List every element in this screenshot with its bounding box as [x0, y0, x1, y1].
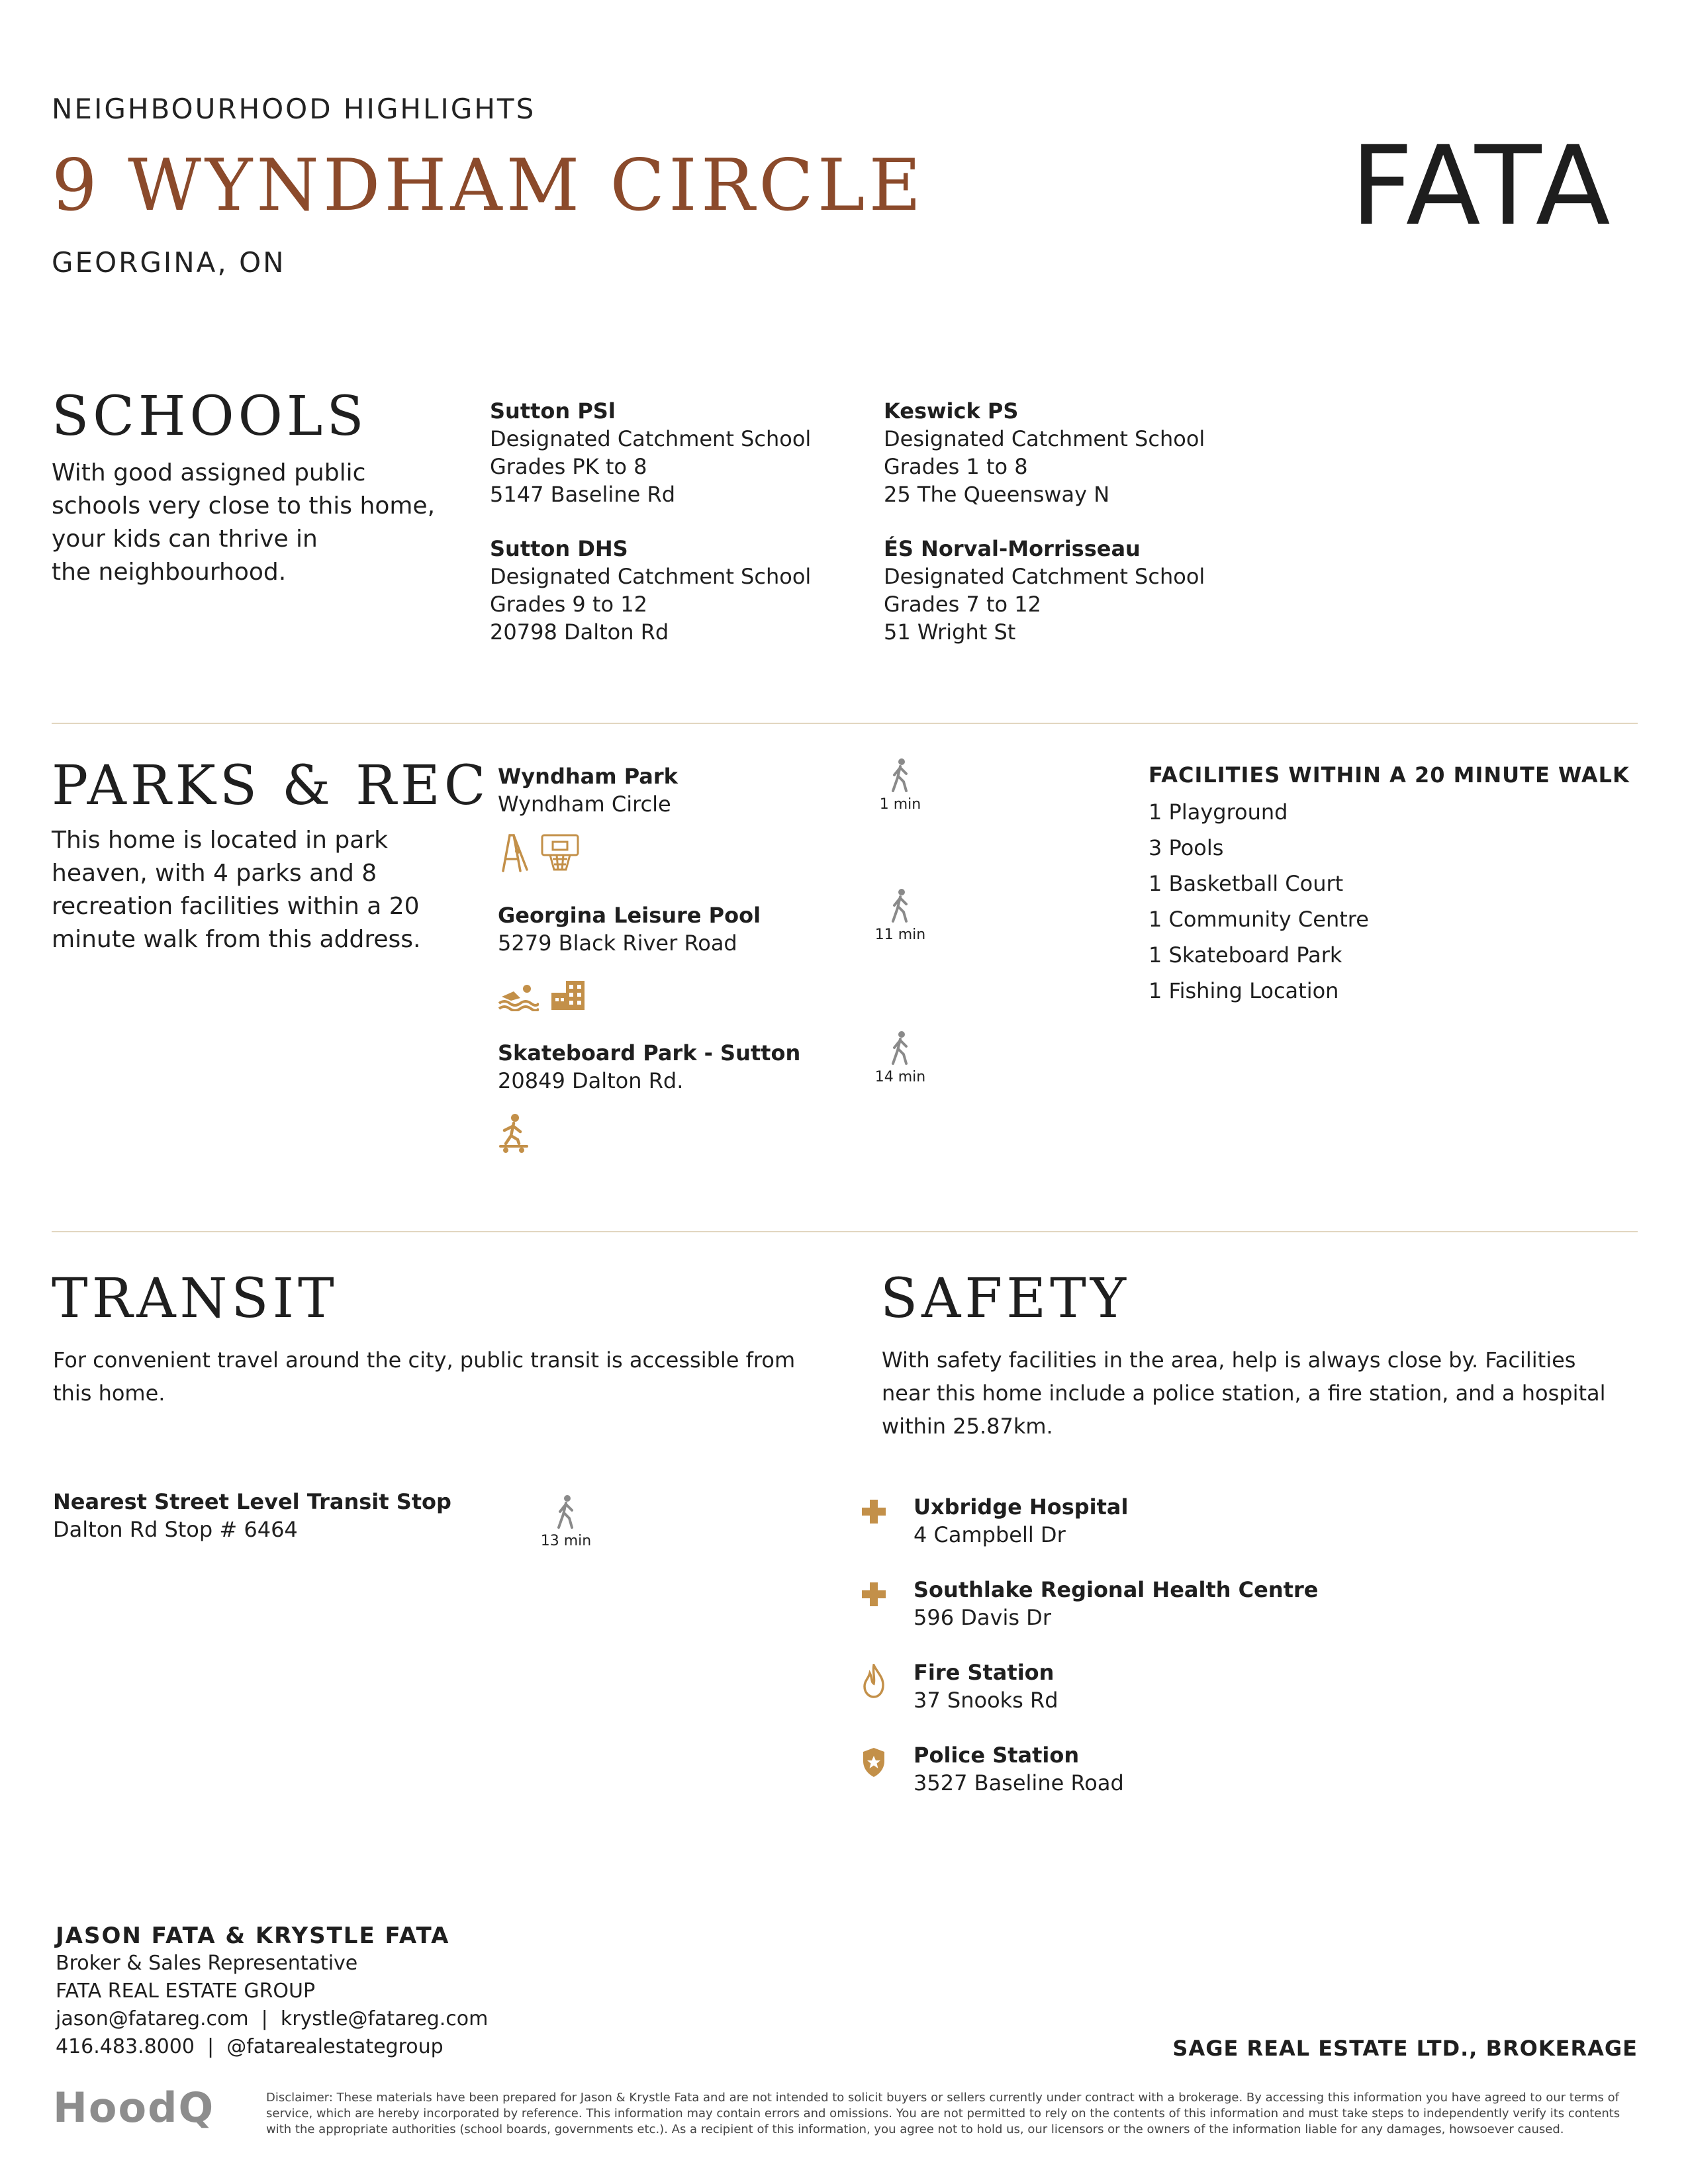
property-city: GEORGINA, ON: [52, 246, 286, 279]
school-name: Sutton PSl: [490, 398, 616, 424]
flame-icon: [861, 1664, 887, 1701]
park-entry: [498, 901, 761, 957]
school-entry: [884, 397, 1205, 508]
hospital-cross-icon: [861, 1498, 887, 1527]
section-divider: [52, 1231, 1638, 1232]
basketball-icon: [539, 833, 581, 872]
facilities-title: FACILITIES WITHIN A 20 MINUTE WALK: [1149, 762, 1630, 788]
park-icons: [498, 1113, 536, 1157]
transit-description: For convenient travel around the city, public transit is accessible from this home.: [53, 1347, 796, 1406]
safety-name: Uxbridge Hospital: [914, 1494, 1129, 1520]
facility-item: 1 Skateboard Park: [1149, 942, 1342, 968]
school-type: Designated Catchment School: [884, 564, 1205, 589]
school-address: 25 The Queensway N: [884, 482, 1110, 507]
school-grades: Grades 9 to 12: [490, 592, 647, 617]
walking-person-icon: [890, 1030, 910, 1065]
community-centre-icon: [549, 979, 587, 1011]
parks-description: This home is located in park heaven, with 4 parks and 8 recreation facilities within a 20 minute walk from this address.: [52, 827, 421, 953]
swimming-icon: [498, 982, 539, 1011]
hospital-cross-icon: [861, 1581, 887, 1610]
skateboard-icon: [498, 1113, 530, 1154]
park-icons: [498, 833, 587, 875]
agent-phone[interactable]: 416.483.8000 | @fatarealestategroup: [56, 2035, 444, 2058]
park-name: Georgina Leisure Pool: [498, 903, 761, 928]
facility-item: 1 Community Centre: [1149, 907, 1369, 932]
park-name: Wyndham Park: [498, 764, 678, 789]
agent-role: Broker & Sales Representative: [56, 1952, 358, 1975]
walk-time: [861, 1030, 940, 1085]
school-type: Designated Catchment School: [490, 426, 812, 451]
walk-time: [526, 1494, 606, 1549]
agent-group: FATA REAL ESTATE GROUP: [56, 1979, 316, 2003]
school-name: Sutton DHS: [490, 536, 628, 561]
park-icons: [498, 979, 594, 1014]
school-name: ÉS Norval-Morrisseau: [884, 536, 1141, 561]
disclaimer-text: Disclaimer: These materials have been prepared for Jason & Krystle Fata and are not intended to solicit buyers or sellers currently under contract with a brokerage. By accessing this information you have agreed to our terms of service, which are hereby incorporated by reference. This information may contain errors and omissions. You are not permitted to rely on the contents of this information and must take steps to independently verify its contents with the appropriate authorities (school boards, governments etc.). As a recipient of this information, you agree not to hold us, our licensors or the owners of the information liable for any damages, howsoever caused.: [266, 2091, 1620, 2136]
facilities-list: [1149, 794, 1369, 1009]
school-name: Keswick PS: [884, 398, 1019, 424]
walking-person-icon: [890, 758, 910, 792]
safety-address: 37 Snooks Rd: [914, 1688, 1058, 1713]
facility-item: 1 Basketball Court: [1149, 871, 1344, 896]
agent-contact: [56, 1922, 488, 2061]
school-address: 20798 Dalton Rd: [490, 619, 669, 645]
school-grades: Grades PK to 8: [490, 454, 647, 479]
walking-person-icon: [556, 1494, 576, 1529]
eyebrow-label: NEIGHBOURHOOD HIGHLIGHTS: [52, 93, 536, 125]
agent-emails[interactable]: jason@fatareg.com | krystle@fatareg.com: [56, 2007, 489, 2030]
safety-description: With safety facilities in the area, help is always close by. Facilities near this home include a police station, a fire station, and a hospital within 25.87km.: [882, 1347, 1606, 1439]
transit-stop-name: Dalton Rd Stop # 6464: [53, 1517, 298, 1542]
brokerage-name: SAGE REAL ESTATE LTD., BROKERAGE: [1172, 2036, 1638, 2061]
safety-name: Fire Station: [914, 1660, 1055, 1685]
walk-time: [861, 888, 940, 943]
park-address: 20849 Dalton Rd.: [498, 1068, 684, 1093]
parks-title: PARKS & REC: [52, 754, 490, 817]
walk-minutes: 1 min: [879, 796, 921, 813]
park-address: 5279 Black River Road: [498, 931, 737, 956]
school-grades: Grades 1 to 8: [884, 454, 1028, 479]
walk-minutes: 13 min: [540, 1533, 592, 1549]
playground-icon: [498, 833, 530, 872]
school-entry: [490, 397, 811, 508]
schools-description: With good assigned public schools very close to this home, your kids can thrive in the neighbourhood.: [52, 459, 436, 586]
safety-address: 3527 Baseline Road: [914, 1770, 1124, 1796]
transit-title: TRANSIT: [52, 1267, 338, 1330]
facility-item: 3 Pools: [1149, 835, 1224, 860]
schools-title: SCHOOLS: [52, 385, 368, 448]
park-name: Skateboard Park - Sutton: [498, 1040, 801, 1066]
walk-time: [861, 758, 940, 813]
property-address: 9 WYNDHAM CIRCLE: [52, 144, 925, 227]
school-address: 51 Wright St: [884, 619, 1016, 645]
park-address: Wyndham Circle: [498, 792, 671, 817]
safety-name: Southlake Regional Health Centre: [914, 1577, 1319, 1602]
transit-stop-label: Nearest Street Level Transit Stop: [53, 1489, 451, 1514]
fata-logo: FATA: [1350, 122, 1613, 250]
section-divider: [52, 723, 1638, 724]
school-type: Designated Catchment School: [490, 564, 812, 589]
school-entry: [884, 535, 1205, 646]
school-grades: Grades 7 to 12: [884, 592, 1041, 617]
police-shield-icon: [861, 1747, 887, 1781]
park-entry: [498, 762, 678, 818]
transit-stop: [53, 1488, 451, 1543]
walk-minutes: 11 min: [874, 927, 926, 943]
school-type: Designated Catchment School: [884, 426, 1205, 451]
hoodq-logo: HoodQ: [53, 2083, 215, 2132]
facility-item: 1 Fishing Location: [1149, 978, 1339, 1003]
walk-minutes: 14 min: [874, 1069, 926, 1085]
safety-title: SAFETY: [880, 1267, 1130, 1330]
safety-name: Police Station: [914, 1743, 1080, 1768]
safety-address: 596 Davis Dr: [914, 1605, 1051, 1630]
walking-person-icon: [890, 888, 910, 923]
park-entry: [498, 1039, 800, 1095]
safety-address: 4 Campbell Dr: [914, 1522, 1066, 1547]
school-entry: [490, 535, 811, 646]
facility-item: 1 Playground: [1149, 799, 1288, 825]
school-address: 5147 Baseline Rd: [490, 482, 675, 507]
agent-names: JASON FATA & KRYSTLE FATA: [56, 1923, 450, 1949]
